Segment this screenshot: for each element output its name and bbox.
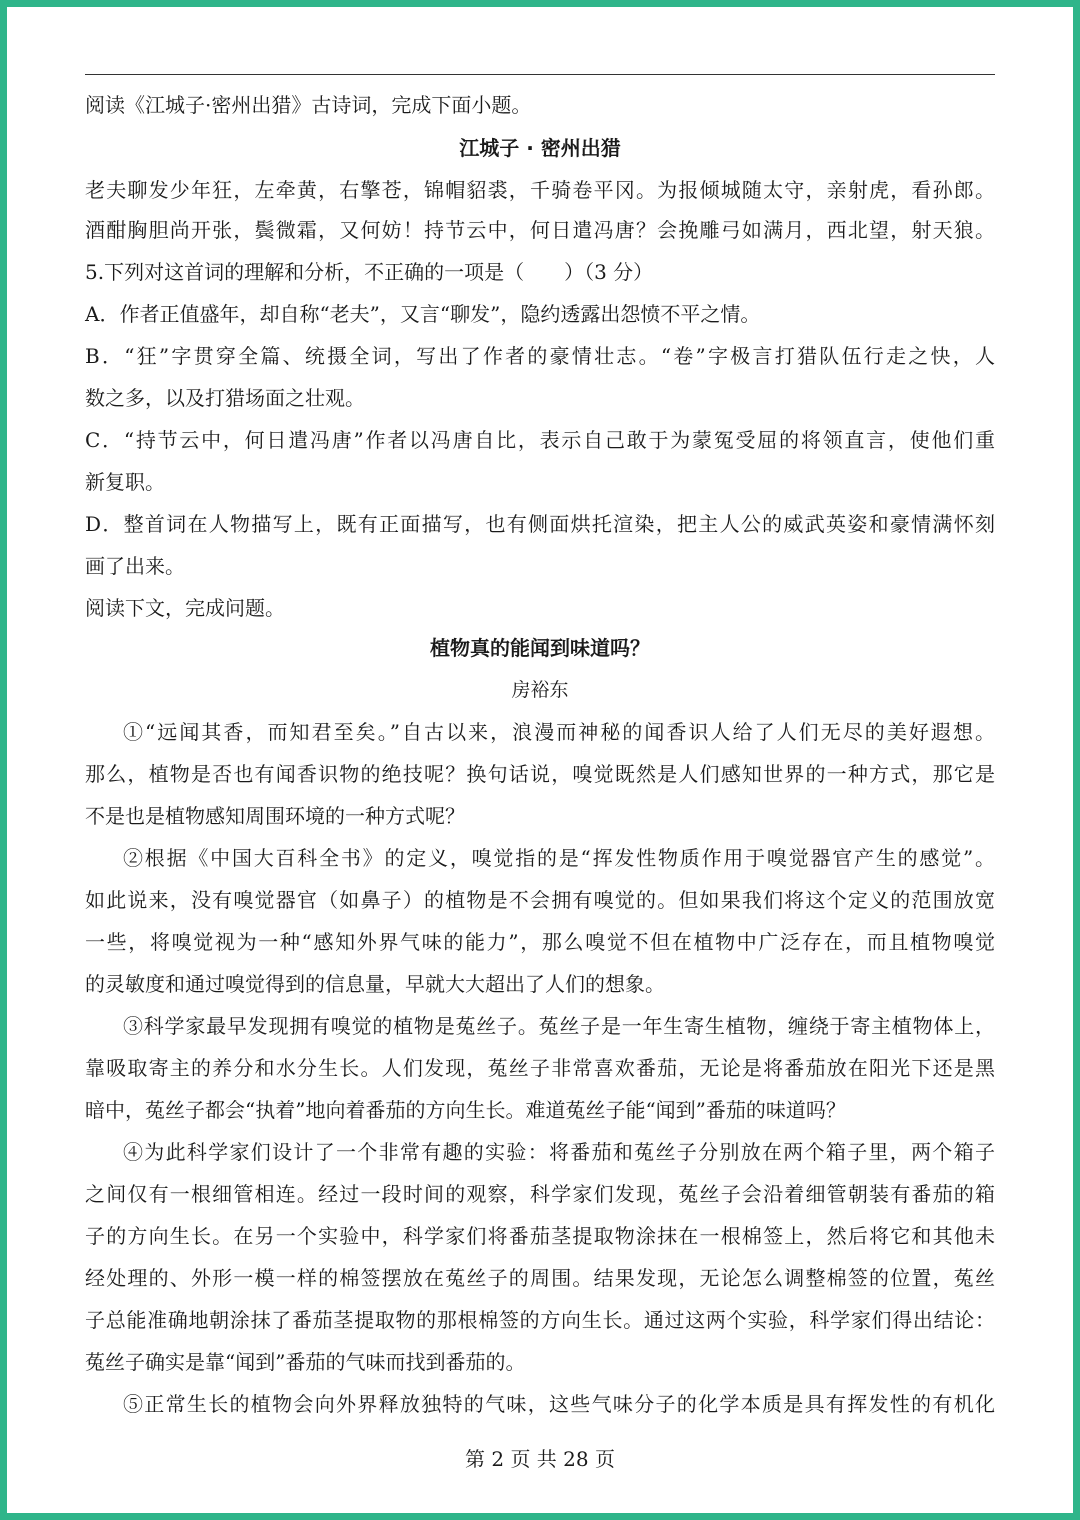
paragraph-4-line-5: 子总能准确地朝涂抹了番茄茎提取物的那根棉签的方向生长。通过这两个实验，科学家们得出结论： xyxy=(85,1308,995,1332)
option-d-line-2: 画了出来。 xyxy=(85,554,185,578)
option-c-line-2: 新复职。 xyxy=(85,470,165,494)
paragraph-2-line-3: 一些，将嗅觉视为一种“感知外界气味的能力”，那么嗅觉不但在植物中广泛存在，而且植物嗅觉 xyxy=(85,930,995,954)
poem-line-2: 酒酣胸胆尚开张，鬓微霜，又何妨！持节云中，何日遣冯唐？会挽雕弓如满月，西北望，射天狼。 xyxy=(85,218,995,242)
paragraph-1-line-2: 那么，植物是否也有闻香识物的绝技呢？换句话说，嗅觉既然是人们感知世界的一种方式，那它是 xyxy=(85,762,995,786)
article-author: 房裕东 xyxy=(511,679,569,701)
header-rule xyxy=(85,74,995,75)
poem-title: 江城子 · 密州出猎 xyxy=(459,136,621,160)
option-d-line-1: D．整首词在人物描写上，既有正面描写，也有侧面烘托渲染，把主人公的威武英姿和豪情满怀刻 xyxy=(85,512,995,536)
option-a: A．作者正值盛年，却自称“老夫”，又言“聊发”，隐约透露出怨愤不平之情。 xyxy=(85,302,761,326)
question-stem: 5.下列对这首词的理解和分析，不正确的一项是（ ）（3 分） xyxy=(85,260,654,284)
paragraph-1-line-3: 不是也是植物感知周围环境的一种方式呢？ xyxy=(85,804,465,828)
option-b-line-1: B．“狂”字贯穿全篇、统摄全词，写出了作者的豪情壮志。“卷”字极言打猎队伍行走之快，人 xyxy=(85,344,995,368)
paragraph-3-line-3: 暗中，菟丝子都会“执着”地向着番茄的方向生长。难道菟丝子能“闻到”番茄的味道吗？ xyxy=(85,1098,846,1122)
intro-instruction-article: 阅读下文，完成问题。 xyxy=(85,596,285,620)
option-c-line-1: C．“持节云中，何日遣冯唐”作者以冯唐自比，表示自己敢于为蒙冤受屈的将领直言，使他们重 xyxy=(85,428,995,452)
intro-instruction-poem: 阅读《江城子·密州出猎》古诗词，完成下面小题。 xyxy=(85,93,532,117)
paragraph-4-line-2: 之间仅有一根细管相连。经过一段时间的观察，科学家们发现，菟丝子会沿着细管朝装有番茄的箱 xyxy=(85,1182,995,1206)
paragraph-4-line-4: 经处理的、外形一模一样的棉签摆放在菟丝子的周围。结果发现，无论怎么调整棉签的位置，菟丝 xyxy=(85,1266,995,1290)
paragraph-4-line-1: ④为此科学家们设计了一个非常有趣的实验：将番茄和菟丝子分别放在两个箱子里，两个箱子 xyxy=(123,1140,995,1164)
page-footer: 第 2 页 共 28 页 xyxy=(465,1447,615,1471)
option-b-line-2: 数之多，以及打猎场面之壮观。 xyxy=(85,386,365,410)
paragraph-2-line-2: 如此说来，没有嗅觉器官（如鼻子）的植物是不会拥有嗅觉的。但如果我们将这个定义的范围放宽 xyxy=(85,888,995,912)
paragraph-4-line-6: 菟丝子确实是靠“闻到”番茄的气味而找到番茄的。 xyxy=(85,1350,526,1374)
paragraph-1-line-1: ①“远闻其香，而知君至矣。”自古以来，浪漫而神秘的闻香识人给了人们无尽的美好遐想。 xyxy=(123,720,995,744)
paragraph-2-line-1: ②根据《中国大百科全书》的定义，嗅觉指的是“挥发性物质作用于嗅觉器官产生的感觉”。 xyxy=(123,846,995,870)
paragraph-3-line-1: ③科学家最早发现拥有嗅觉的植物是菟丝子。菟丝子是一年生寄生植物，缠绕于寄主植物体上， xyxy=(123,1014,995,1038)
paragraph-3-line-2: 靠吸取寄主的养分和水分生长。人们发现，菟丝子非常喜欢番茄，无论是将番茄放在阳光下还是黑 xyxy=(85,1056,995,1080)
paragraph-5-line-1: ⑤正常生长的植物会向外界释放独特的气味，这些气味分子的化学本质是具有挥发性的有机化 xyxy=(123,1392,995,1416)
paragraph-2-line-4: 的灵敏度和通过嗅觉得到的信息量，早就大大超出了人们的想象。 xyxy=(85,972,665,996)
article-title: 植物真的能闻到味道吗？ xyxy=(430,636,650,660)
paragraph-4-line-3: 子的方向生长。在另一个实验中，科学家们将番茄茎提取物涂抹在一根棉签上，然后将它和其他未 xyxy=(85,1224,995,1248)
poem-line-1: 老夫聊发少年狂，左牵黄，右擎苍，锦帽貂裘，千骑卷平冈。为报倾城随太守，亲射虎，看孙郎。 xyxy=(85,178,995,202)
